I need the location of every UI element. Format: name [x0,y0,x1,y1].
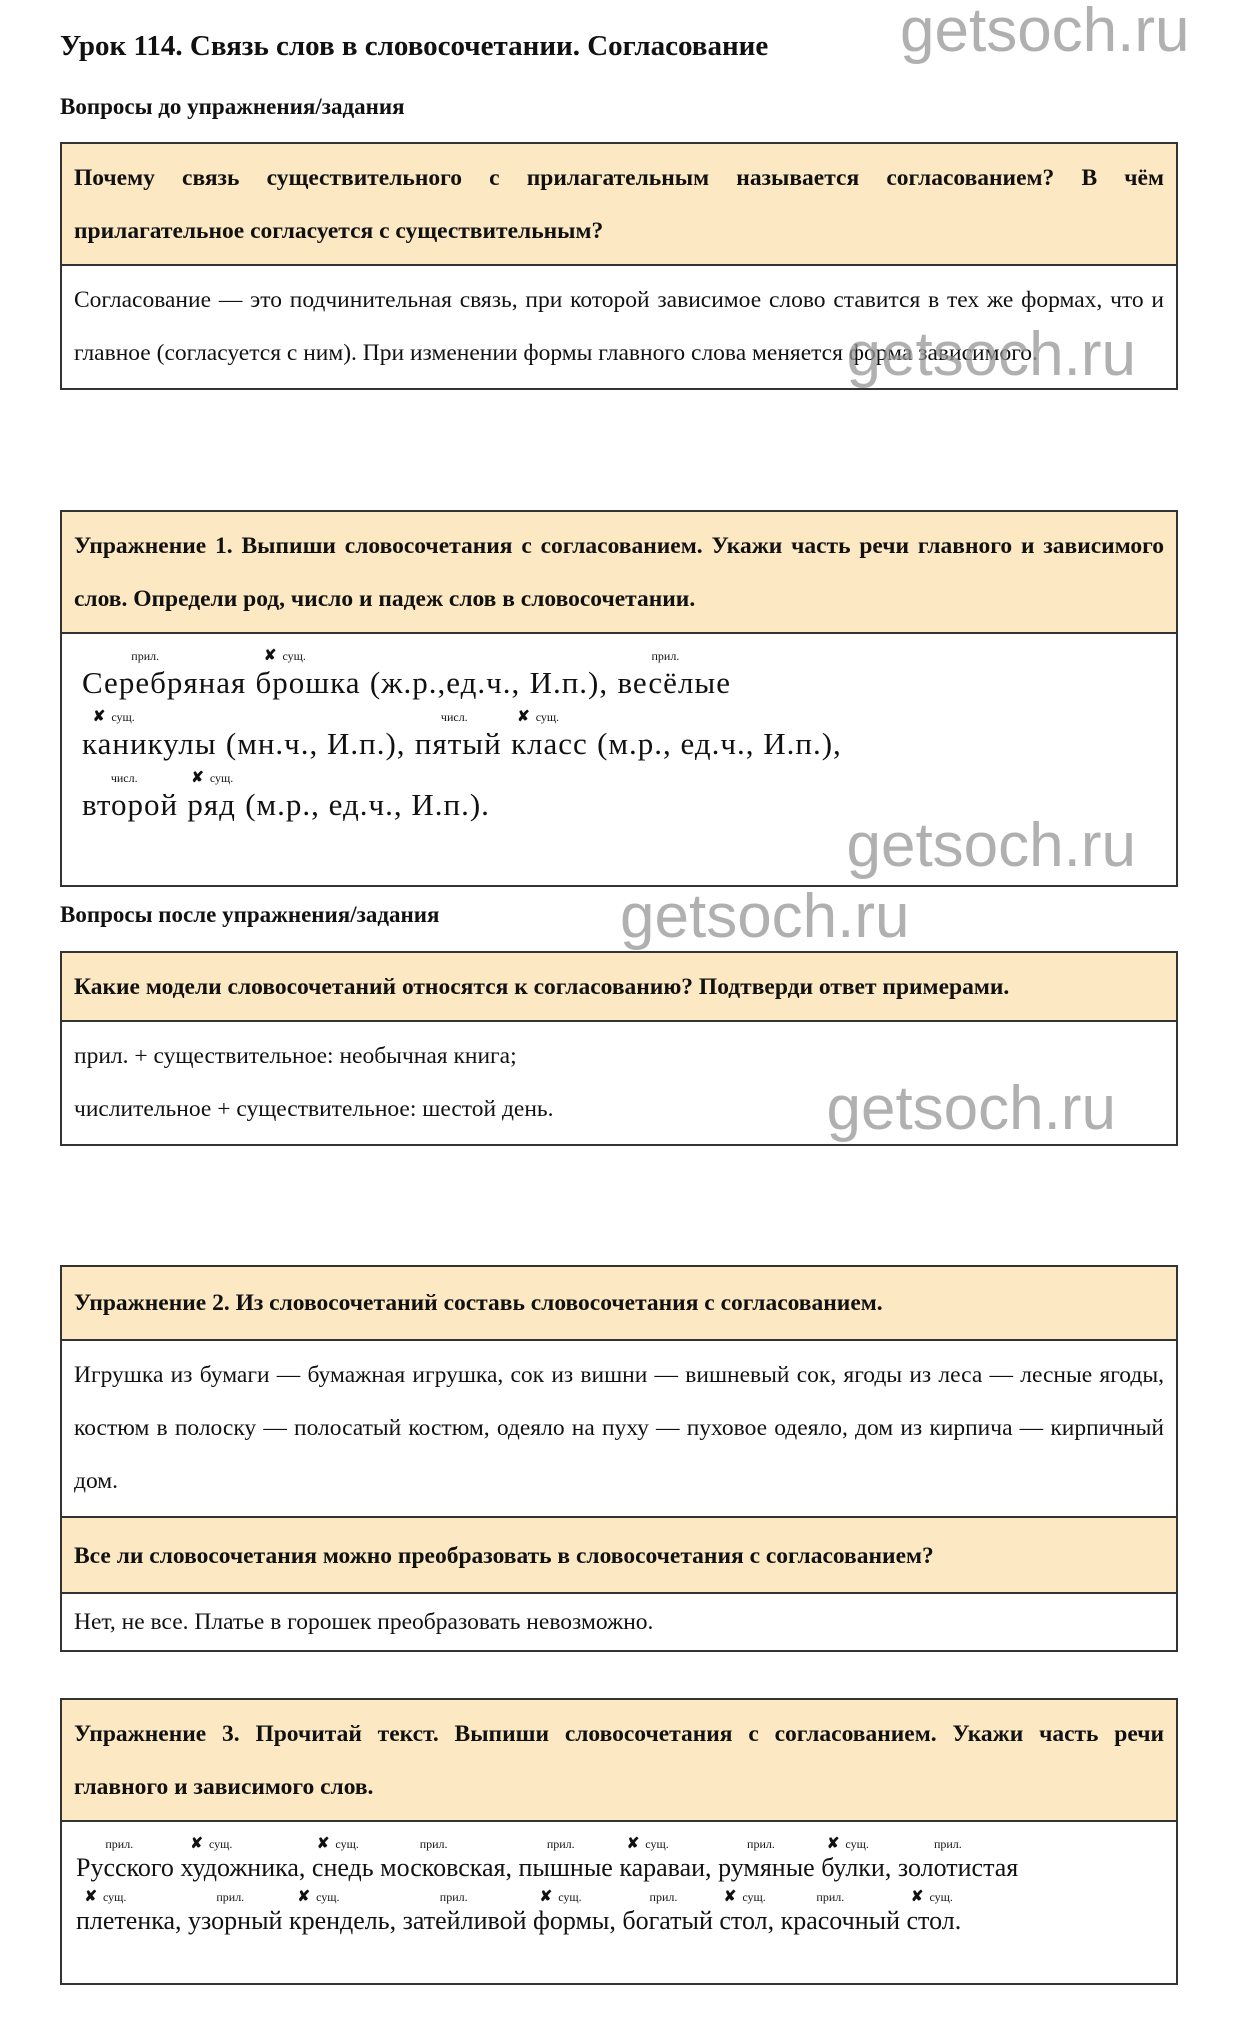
cross-mark-icon: ✘ [910,1889,924,1906]
answer-line [76,1836,1162,1883]
before-questions-label: Вопросы до упражнения/задания [60,94,405,119]
exercise-2-answer: Игрушка из бумаги — бумажная игрушка, сок из вишни — вишневый сок, ягоды из леса — лесные ягоды, костюм в полоску — полосатый костюм, одеяло на пуху — пуховое одеяло, дом из кирпича — кирпичный дом. [62,1341,1176,1518]
word-text: московская, [380,1853,513,1882]
after-questions-label: Вопросы после упражнения/задания [60,902,440,927]
exercise-2-question: Все ли словосочетания можно преобразовать в словосочетания с согласованием? [62,1518,1176,1594]
word [622,1889,713,1936]
part-of-speech-label [245,770,318,786]
cross-mark-icon: ✘ [84,1889,98,1906]
word-text: класс [510,726,588,762]
part-of-speech-text: прил. [546,1837,575,1851]
word [380,1836,512,1883]
exercise-1-box [60,510,1178,887]
part-of-speech-text: сущ. [929,1890,953,1905]
cross-mark-icon: ✘ [190,1836,203,1852]
word [898,1836,1018,1883]
word [82,770,178,823]
word-text: (м.р., ед.ч., И.п.). [245,787,490,823]
cross-mark-icon: ✘ [263,648,277,664]
part-of-speech-label [82,770,138,786]
word-text: Серебряная [82,665,247,700]
part-of-speech-text: прил. [439,1890,468,1905]
question-1: Почему связь существительного с прилагательным называется согласованием? В чём прилагательное согласуется с существительным? [62,144,1176,266]
exercise-3-answer [62,1822,1176,1956]
part-of-speech-label [907,1889,953,1905]
word [403,1889,527,1936]
word-text: плетенка, [76,1906,182,1936]
cross-mark-icon: ✘ [191,770,204,787]
part-of-speech-text: прил. [105,1837,134,1851]
part-of-speech-text: сущ. [645,1837,669,1851]
word [619,1836,711,1883]
word [76,1836,174,1883]
watermark: getsoch.ru [620,882,910,951]
part-of-speech-text: сущ. [282,649,306,663]
word-text: крендель, [288,1906,397,1936]
watermark: getsoch.ru [900,0,1190,65]
word [511,709,588,762]
page-title: Урок 114. Связь слов в словосочетании. Согласование [60,30,769,62]
cross-mark-icon: ✘ [517,709,530,726]
part-of-speech-label [898,1836,962,1852]
watermark: getsoch.ru [826,1074,1116,1143]
part-of-speech-text: прил. [747,1837,775,1851]
answer-line [82,770,1156,823]
exercise-1-answer [62,634,1176,846]
word-text: узорный [188,1906,283,1936]
word [188,1889,282,1936]
exercise-2-question-answer: Нет, не все. Платье в горошек преобразовать невозможно. [74,1609,654,1635]
part-of-speech-label [289,1889,340,1905]
part-of-speech-label [312,1836,359,1852]
answer-line [82,648,1156,701]
word-text: (м.р., ед.ч., И.п.), [597,726,842,762]
word [226,709,406,762]
cross-mark-icon: ✘ [723,1889,737,1906]
word-text: Русского [76,1853,174,1882]
word [289,1889,396,1936]
exercise-1-task: Упражнение 1. Выпиши словосочетания с согласованием. Укажи часть речи главного и зависимого слов. Определи род, число и падеж слов в словосочетании. [62,512,1176,634]
word-text: (ж.р.,ед.ч., [369,665,521,700]
part-of-speech-text: сущ. [209,771,234,786]
word-text: затейливой [402,1906,527,1936]
word [312,1836,374,1883]
exercise-2-box [60,1265,1178,1652]
word-text: стол, [719,1906,775,1936]
part-of-speech-label [180,1836,232,1852]
word [82,709,217,762]
word-text: И.п.), [529,665,609,700]
word [180,1836,305,1883]
watermark: getsoch.ru [846,320,1136,389]
part-of-speech-text: прил. [216,1890,245,1905]
word-text: (мн.ч., И.п.), [225,726,406,762]
part-of-speech-text: сущ. [558,1890,582,1905]
part-of-speech-text: прил. [816,1890,845,1905]
question-box-1 [60,142,1178,390]
word [617,648,731,701]
part-of-speech-label [380,1836,447,1852]
word-text: художника, [180,1853,306,1882]
cross-mark-icon: ✘ [826,1836,840,1852]
word-text: золотистая [897,1853,1019,1882]
answer-line [82,709,1156,762]
part-of-speech-label [617,648,679,664]
answer-line: числительное + существительное: шестой день. [74,1096,554,1122]
word-text: красочный [780,1906,901,1936]
word [718,1836,815,1883]
part-of-speech-label [256,648,306,664]
part-of-speech-text: прил. [649,1890,678,1905]
word [256,648,361,701]
part-of-speech-text: сущ. [535,710,560,725]
word-text: булки, [821,1853,892,1882]
word-text: богатый [622,1906,713,1936]
part-of-speech-label [718,1836,775,1852]
part-of-speech-label [415,709,468,725]
word-text: весёлые [617,665,731,700]
part-of-speech-label [530,648,554,664]
part-of-speech-label [82,648,159,664]
word [245,770,490,823]
word-text: второй [82,787,179,823]
word [82,648,246,701]
word [533,1889,616,1936]
word-text: снедь [311,1853,374,1882]
part-of-speech-text: прил. [651,649,680,663]
part-of-speech-label [821,1836,869,1852]
part-of-speech-label [781,1889,845,1905]
cross-mark-icon: ✘ [92,709,106,726]
part-of-speech-label [370,648,415,664]
part-of-speech-text: сущ. [845,1837,869,1851]
word-text: стол. [906,1906,962,1936]
word [719,1889,774,1936]
part-of-speech-label [403,1889,468,1905]
word-text: брошка [255,665,361,700]
word [781,1889,900,1936]
part-of-speech-label [82,709,135,725]
word-text: караваи, [619,1853,712,1882]
part-of-speech-text: прил. [933,1837,962,1851]
word-text: румяные [718,1853,815,1882]
exercise-3-task: Упражнение 3. Прочитай текст. Выпиши словосочетания с согласованием. Укажи часть речи главного и зависимого слов. [62,1700,1176,1822]
part-of-speech-label [76,1836,133,1852]
part-of-speech-label [511,709,559,725]
word [907,1889,962,1936]
question-2: Какие модели словосочетаний относятся к согласованию? Подтверди ответ примерами. [62,953,1176,1022]
part-of-speech-text: сущ. [103,1890,127,1905]
part-of-speech-label [622,1889,677,1905]
word [76,1889,182,1936]
part-of-speech-label [519,1836,575,1852]
word-text: каникулы [82,726,217,762]
word [597,709,842,762]
cross-mark-icon: ✘ [297,1889,311,1906]
word [370,648,520,701]
part-of-speech-text: сущ. [316,1890,340,1905]
exercise-2-task: Упражнение 2. Из словосочетаний составь словосочетания с согласованием. [62,1267,1176,1341]
question-box-2 [60,951,1178,1146]
part-of-speech-text: прил. [131,649,160,663]
part-of-speech-text: числ. [440,710,468,725]
word [415,709,502,762]
part-of-speech-label [226,709,280,725]
word [519,1836,613,1883]
part-of-speech-label [187,770,233,786]
part-of-speech-text: числ. [110,771,138,786]
answer-line: прил. + существительное: необычная книга; [74,1043,517,1069]
exercise-3-box [60,1698,1178,1985]
cross-mark-icon: ✘ [626,1836,640,1852]
word [530,648,609,701]
answer-1: Согласование — это подчинительная связь, при которой зависимое слово ставится в тех же формах, что и главное (согласуется с ним). При изменении формы главного слова меняется форма зависимого. [74,287,1164,366]
part-of-speech-text: сущ. [111,710,135,725]
part-of-speech-text: сущ. [742,1890,766,1905]
word-text: формы, [533,1906,616,1936]
answer-2 [62,1022,1176,1144]
word-text: пышные [518,1853,613,1882]
part-of-speech-label [76,1889,126,1905]
word [821,1836,891,1883]
word-text: пятый [414,726,502,762]
cross-mark-icon: ✘ [316,1836,330,1852]
part-of-speech-text: сущ. [208,1837,233,1851]
cross-mark-icon: ✘ [539,1889,553,1906]
watermark: getsoch.ru [846,811,1136,880]
answer-line [76,1889,1162,1936]
part-of-speech-label [188,1889,244,1905]
part-of-speech-label [597,709,670,725]
word [187,770,236,823]
part-of-speech-label [533,1889,582,1905]
part-of-speech-label [719,1889,765,1905]
word-text: ряд [187,787,236,823]
part-of-speech-text: сущ. [335,1837,359,1851]
part-of-speech-text: прил. [419,1837,448,1851]
part-of-speech-label [619,1836,668,1852]
